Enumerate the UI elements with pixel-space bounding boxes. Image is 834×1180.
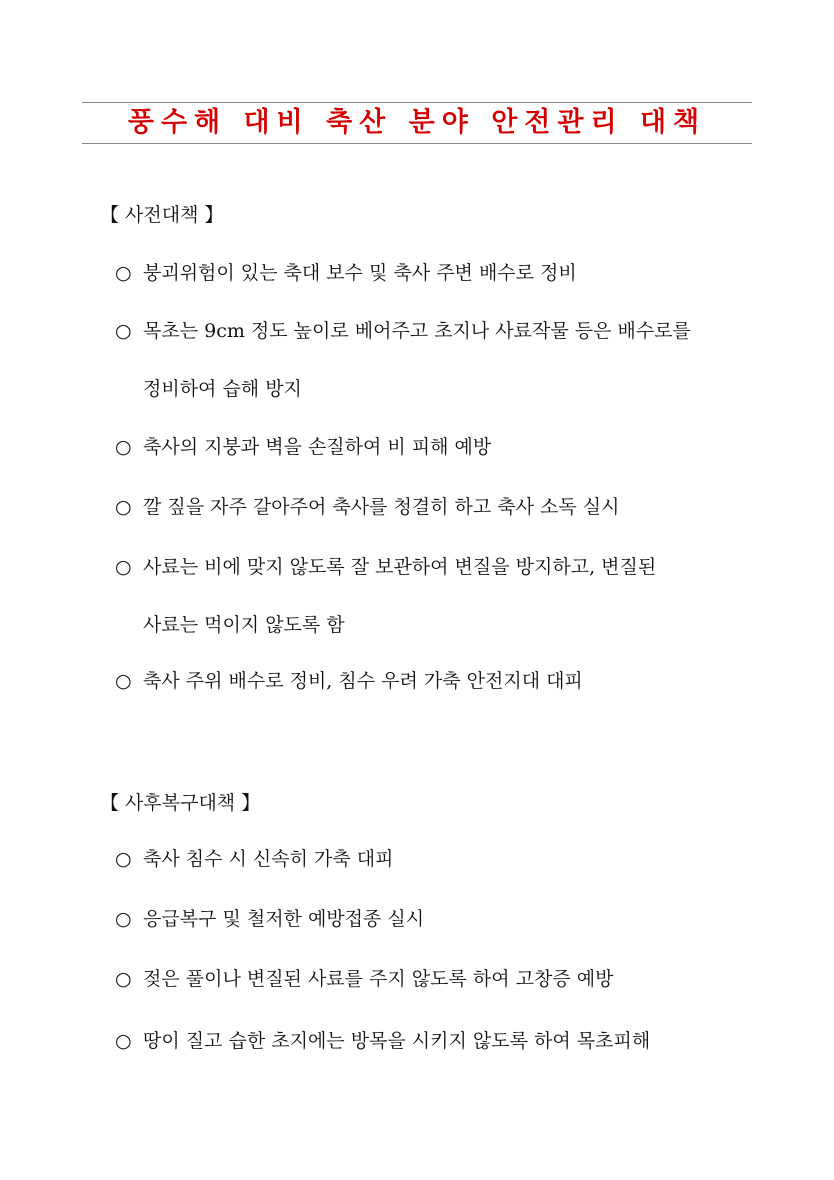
bullet-icon: ○ [115, 908, 132, 930]
list-item [115, 302, 755, 418]
bullet-icon: ○ [115, 968, 132, 990]
list-item [115, 538, 755, 654]
list-item [115, 418, 755, 476]
bullet-icon: ○ [115, 848, 132, 870]
list-item [115, 830, 755, 888]
bullet-icon: ○ [115, 262, 132, 284]
item-text: 사료는 비에 맞지 않도록 잘 보관하여 변질을 방지하고, 변질된 [143, 556, 657, 578]
list-item [115, 890, 755, 948]
item-text: 축사 침수 시 신속히 가축 대피 [143, 848, 394, 870]
section-heading-post: 【 사후복구대책 】 [100, 792, 261, 814]
item-text: 깔 짚을 자주 갈아주어 축사를 청결히 하고 축사 소독 실시 [143, 496, 620, 518]
list-item [115, 652, 755, 710]
bullet-icon: ○ [115, 1030, 132, 1052]
bullet-icon: ○ [115, 670, 132, 692]
item-text: 축사 주위 배수로 정비, 침수 우려 가축 안전지대 대피 [143, 670, 583, 692]
bullet-icon: ○ [115, 496, 132, 518]
list-item [115, 950, 755, 1008]
item-text: 응급복구 및 철저한 예방접종 실시 [143, 908, 425, 930]
list-item [115, 1012, 755, 1070]
page-title: 풍수해 대비 축산 분야 안전관리 대책 [127, 107, 707, 138]
bullet-icon: ○ [115, 556, 132, 578]
list-item [115, 478, 755, 536]
item-text: 젖은 풀이나 변질된 사료를 주지 않도록 하여 고창증 예방 [143, 968, 614, 990]
item-text: 축사의 지붕과 벽을 손질하여 비 피해 예방 [143, 436, 492, 458]
list-item [115, 244, 755, 302]
bullet-icon: ○ [115, 320, 132, 342]
item-text-cont: 사료는 먹이지 않도록 함 [143, 614, 345, 636]
item-text: 목초는 9cm 정도 높이로 베어주고 초지나 사료작물 등은 배수로를 [143, 320, 691, 342]
item-text: 땅이 질고 습한 초지에는 방목을 시키지 않도록 하여 목초피해 [143, 1030, 651, 1052]
item-text-cont: 정비하여 습해 방지 [143, 378, 302, 400]
bullet-icon: ○ [115, 436, 132, 458]
title-bar [82, 102, 752, 144]
section-heading-pre: 【 사전대책 】 [100, 204, 224, 226]
item-text: 붕괴위험이 있는 축대 보수 및 축사 주변 배수로 정비 [143, 262, 577, 284]
